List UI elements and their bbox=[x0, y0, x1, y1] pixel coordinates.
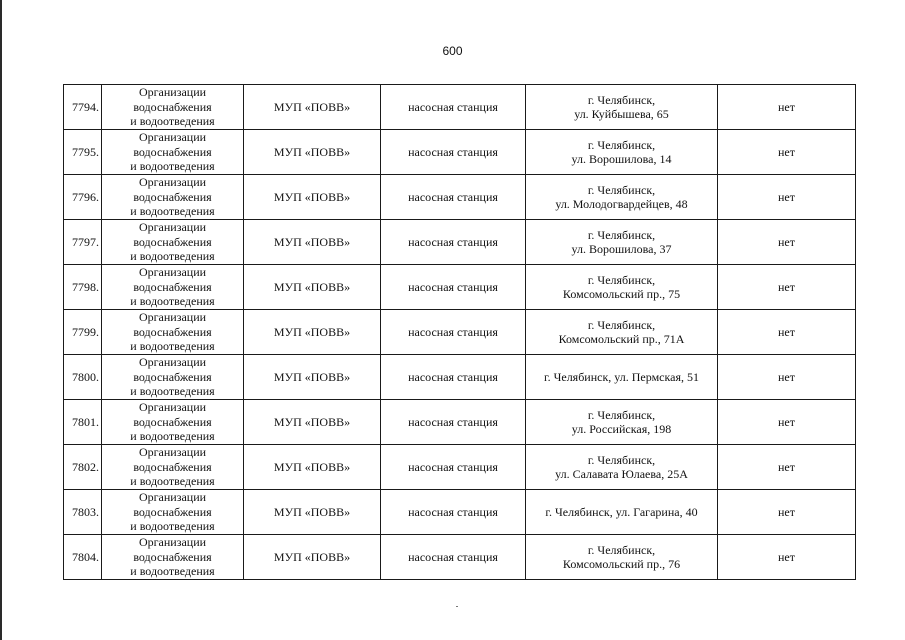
owner-cell bbox=[244, 85, 381, 130]
note-value: нет bbox=[778, 459, 795, 474]
object-name: насосная станция bbox=[408, 414, 498, 429]
owner-name: МУП «ПОВВ» bbox=[273, 234, 351, 249]
row-number: 7804. bbox=[72, 549, 99, 564]
note-cell bbox=[718, 175, 856, 220]
address-line: ул. Молодогвардейцев, 48 bbox=[555, 197, 688, 211]
row-number-cell bbox=[64, 400, 102, 445]
address-line: ул. Куйбышева, 65 bbox=[574, 107, 669, 121]
table-row bbox=[64, 355, 856, 400]
note-value: нет bbox=[778, 144, 795, 159]
address-cell bbox=[526, 220, 718, 265]
row-number-cell bbox=[64, 85, 102, 130]
note-value: нет bbox=[778, 99, 795, 114]
organization-type-line: водоснабжения bbox=[133, 369, 212, 384]
note-value: нет bbox=[778, 549, 795, 564]
row-number-cell bbox=[64, 445, 102, 490]
address-cell bbox=[526, 310, 718, 355]
organization-type-line: водоснабжения bbox=[133, 144, 212, 159]
note-cell bbox=[718, 355, 856, 400]
address-line: г. Челябинск, bbox=[587, 272, 656, 287]
row-number-cell bbox=[64, 490, 102, 535]
address-cell bbox=[526, 400, 718, 445]
address-cell bbox=[526, 535, 718, 580]
row-number-cell bbox=[64, 265, 102, 310]
row-number: 7798. bbox=[72, 279, 99, 294]
organization-type-line: и водоотведения bbox=[130, 114, 215, 129]
object-cell bbox=[381, 445, 526, 490]
table-row bbox=[64, 85, 856, 130]
address-line: ул. Ворошилова, 14 bbox=[571, 152, 672, 166]
organization-type-line: водоснабжения bbox=[133, 324, 212, 339]
object-name: насосная станция bbox=[408, 504, 498, 519]
object-cell bbox=[381, 175, 526, 220]
object-name: насосная станция bbox=[408, 234, 498, 249]
owner-cell bbox=[244, 220, 381, 265]
page-number: 600 bbox=[442, 44, 463, 58]
note-value: нет bbox=[778, 414, 795, 429]
address-cell bbox=[526, 175, 718, 220]
organization-type-line: Организации bbox=[138, 175, 207, 190]
organization-type-line: Организации bbox=[138, 310, 207, 325]
row-number: 7794. bbox=[72, 99, 99, 114]
note-cell bbox=[718, 400, 856, 445]
row-number-cell bbox=[64, 130, 102, 175]
address-line: г. Челябинск, bbox=[587, 452, 656, 467]
organization-type-cell bbox=[102, 400, 244, 445]
registry-table-body bbox=[64, 85, 856, 580]
note-cell bbox=[718, 310, 856, 355]
object-name: насосная станция bbox=[408, 144, 498, 159]
owner-cell bbox=[244, 310, 381, 355]
object-name: насосная станция bbox=[408, 99, 498, 114]
organization-type-line: и водоотведения bbox=[130, 429, 215, 444]
organization-type-cell bbox=[102, 490, 244, 535]
row-number-cell bbox=[64, 535, 102, 580]
object-name: насосная станция bbox=[408, 189, 498, 204]
organization-type-line: и водоотведения bbox=[130, 249, 215, 264]
row-number-cell bbox=[64, 310, 102, 355]
table-row bbox=[64, 490, 856, 535]
organization-type-line: и водоотведения bbox=[130, 159, 215, 174]
object-name: насосная станция bbox=[408, 279, 498, 294]
address-line: ул. Ворошилова, 37 bbox=[571, 242, 672, 256]
organization-type-cell bbox=[102, 265, 244, 310]
owner-name: МУП «ПОВВ» bbox=[273, 279, 351, 294]
object-cell bbox=[381, 85, 526, 130]
table-row bbox=[64, 400, 856, 445]
note-value: нет bbox=[778, 234, 795, 249]
object-cell bbox=[381, 400, 526, 445]
row-number-cell bbox=[64, 355, 102, 400]
object-cell bbox=[381, 310, 526, 355]
object-name: насосная станция bbox=[408, 369, 498, 384]
organization-type-line: водоснабжения bbox=[133, 99, 212, 114]
row-number: 7795. bbox=[72, 144, 99, 159]
organization-type-line: водоснабжения bbox=[133, 459, 212, 474]
organization-type-line: водоснабжения bbox=[133, 234, 212, 249]
organization-type-line: Организации bbox=[138, 85, 207, 100]
address-cell bbox=[526, 445, 718, 490]
address-cell bbox=[526, 490, 718, 535]
organization-type-line: Организации bbox=[138, 445, 207, 460]
owner-name: МУП «ПОВВ» bbox=[273, 99, 351, 114]
address-line: Комсомольский пр., 75 bbox=[562, 287, 681, 301]
organization-type-line: водоснабжения bbox=[133, 549, 212, 564]
object-name: насосная станция bbox=[408, 324, 498, 339]
object-cell bbox=[381, 130, 526, 175]
address-cell bbox=[526, 355, 718, 400]
organization-type-line: водоснабжения bbox=[133, 189, 212, 204]
organization-type-line: Организации bbox=[138, 265, 207, 280]
owner-cell bbox=[244, 175, 381, 220]
organization-type-line: Организации bbox=[138, 400, 207, 415]
organization-type-line: и водоотведения bbox=[130, 204, 215, 219]
organization-type-line: и водоотведения bbox=[130, 519, 215, 534]
organization-type-cell bbox=[102, 220, 244, 265]
address-cell bbox=[526, 85, 718, 130]
table-row bbox=[64, 220, 856, 265]
note-value: нет bbox=[778, 369, 795, 384]
organization-type-line: и водоотведения bbox=[130, 294, 215, 309]
object-name: насосная станция bbox=[408, 459, 498, 474]
owner-name: МУП «ПОВВ» bbox=[273, 369, 351, 384]
note-value: нет bbox=[778, 279, 795, 294]
owner-cell bbox=[244, 130, 381, 175]
organization-type-cell bbox=[102, 310, 244, 355]
note-cell bbox=[718, 130, 856, 175]
object-cell bbox=[381, 490, 526, 535]
owner-name: МУП «ПОВВ» bbox=[273, 144, 351, 159]
owner-cell bbox=[244, 535, 381, 580]
note-value: нет bbox=[778, 189, 795, 204]
address-line: ул. Салавата Юлаева, 25А bbox=[555, 467, 688, 481]
organization-type-line: и водоотведения bbox=[130, 474, 215, 489]
object-cell bbox=[381, 265, 526, 310]
address-line: г. Челябинск, bbox=[587, 182, 656, 197]
address-line: Комсомольский пр., 71А bbox=[558, 332, 685, 346]
organization-type-line: Организации bbox=[138, 220, 207, 235]
organization-type-cell bbox=[102, 355, 244, 400]
note-cell bbox=[718, 220, 856, 265]
organization-type-line: Организации bbox=[138, 535, 207, 550]
row-number-cell bbox=[64, 175, 102, 220]
row-number: 7801. bbox=[72, 414, 99, 429]
organization-type-line: и водоотведения bbox=[130, 384, 215, 399]
address-line: г. Челябинск, ул. Пермская, 51 bbox=[544, 369, 699, 384]
organization-type-cell bbox=[102, 175, 244, 220]
address-line: г. Челябинск, bbox=[587, 92, 656, 107]
address-line: г. Челябинск, bbox=[587, 317, 656, 332]
owner-cell bbox=[244, 265, 381, 310]
organization-type-line: водоснабжения bbox=[133, 279, 212, 294]
note-cell bbox=[718, 85, 856, 130]
note-cell bbox=[718, 265, 856, 310]
organization-type-line: водоснабжения bbox=[133, 504, 212, 519]
organization-type-line: Организации bbox=[138, 130, 207, 145]
note-cell bbox=[718, 490, 856, 535]
organization-type-line: и водоотведения bbox=[130, 564, 215, 579]
address-line: г. Челябинск, bbox=[587, 407, 656, 422]
address-line: г. Челябинск, ул. Гагарина, 40 bbox=[545, 504, 698, 519]
table-row bbox=[64, 535, 856, 580]
table-row bbox=[64, 310, 856, 355]
page-edge-rule bbox=[0, 0, 2, 640]
table-row bbox=[64, 265, 856, 310]
address-line: г. Челябинск, bbox=[587, 137, 656, 152]
object-cell bbox=[381, 355, 526, 400]
note-value: нет bbox=[778, 324, 795, 339]
table-row bbox=[64, 130, 856, 175]
table-row bbox=[64, 445, 856, 490]
scan-speck bbox=[456, 606, 458, 607]
row-number: 7803. bbox=[72, 504, 99, 519]
note-cell bbox=[718, 445, 856, 490]
owner-name: МУП «ПОВВ» bbox=[273, 459, 351, 474]
row-number: 7802. bbox=[72, 459, 99, 474]
owner-name: МУП «ПОВВ» bbox=[273, 504, 351, 519]
owner-cell bbox=[244, 400, 381, 445]
address-cell bbox=[526, 130, 718, 175]
object-cell bbox=[381, 220, 526, 265]
row-number-cell bbox=[64, 220, 102, 265]
organization-type-cell bbox=[102, 445, 244, 490]
organization-type-cell bbox=[102, 130, 244, 175]
address-line: г. Челябинск, bbox=[587, 227, 656, 242]
owner-cell bbox=[244, 490, 381, 535]
organization-type-line: водоснабжения bbox=[133, 414, 212, 429]
note-value: нет bbox=[778, 504, 795, 519]
row-number: 7796. bbox=[72, 189, 99, 204]
registry-table bbox=[63, 84, 856, 580]
object-name: насосная станция bbox=[408, 549, 498, 564]
note-cell bbox=[718, 535, 856, 580]
row-number: 7797. bbox=[72, 234, 99, 249]
address-cell bbox=[526, 265, 718, 310]
row-number: 7800. bbox=[72, 369, 99, 384]
owner-name: МУП «ПОВВ» bbox=[273, 414, 351, 429]
address-line: Комсомольский пр., 76 bbox=[562, 557, 681, 571]
organization-type-cell bbox=[102, 535, 244, 580]
owner-cell bbox=[244, 355, 381, 400]
owner-name: МУП «ПОВВ» bbox=[273, 324, 351, 339]
row-number: 7799. bbox=[72, 324, 99, 339]
address-line: ул. Российская, 198 bbox=[571, 422, 672, 436]
owner-name: МУП «ПОВВ» bbox=[273, 189, 351, 204]
address-line: г. Челябинск, bbox=[587, 542, 656, 557]
table-row bbox=[64, 175, 856, 220]
owner-cell bbox=[244, 445, 381, 490]
organization-type-line: Организации bbox=[138, 490, 207, 505]
object-cell bbox=[381, 535, 526, 580]
organization-type-line: и водоотведения bbox=[130, 339, 215, 354]
organization-type-line: Организации bbox=[138, 355, 207, 370]
organization-type-cell bbox=[102, 85, 244, 130]
owner-name: МУП «ПОВВ» bbox=[273, 549, 351, 564]
